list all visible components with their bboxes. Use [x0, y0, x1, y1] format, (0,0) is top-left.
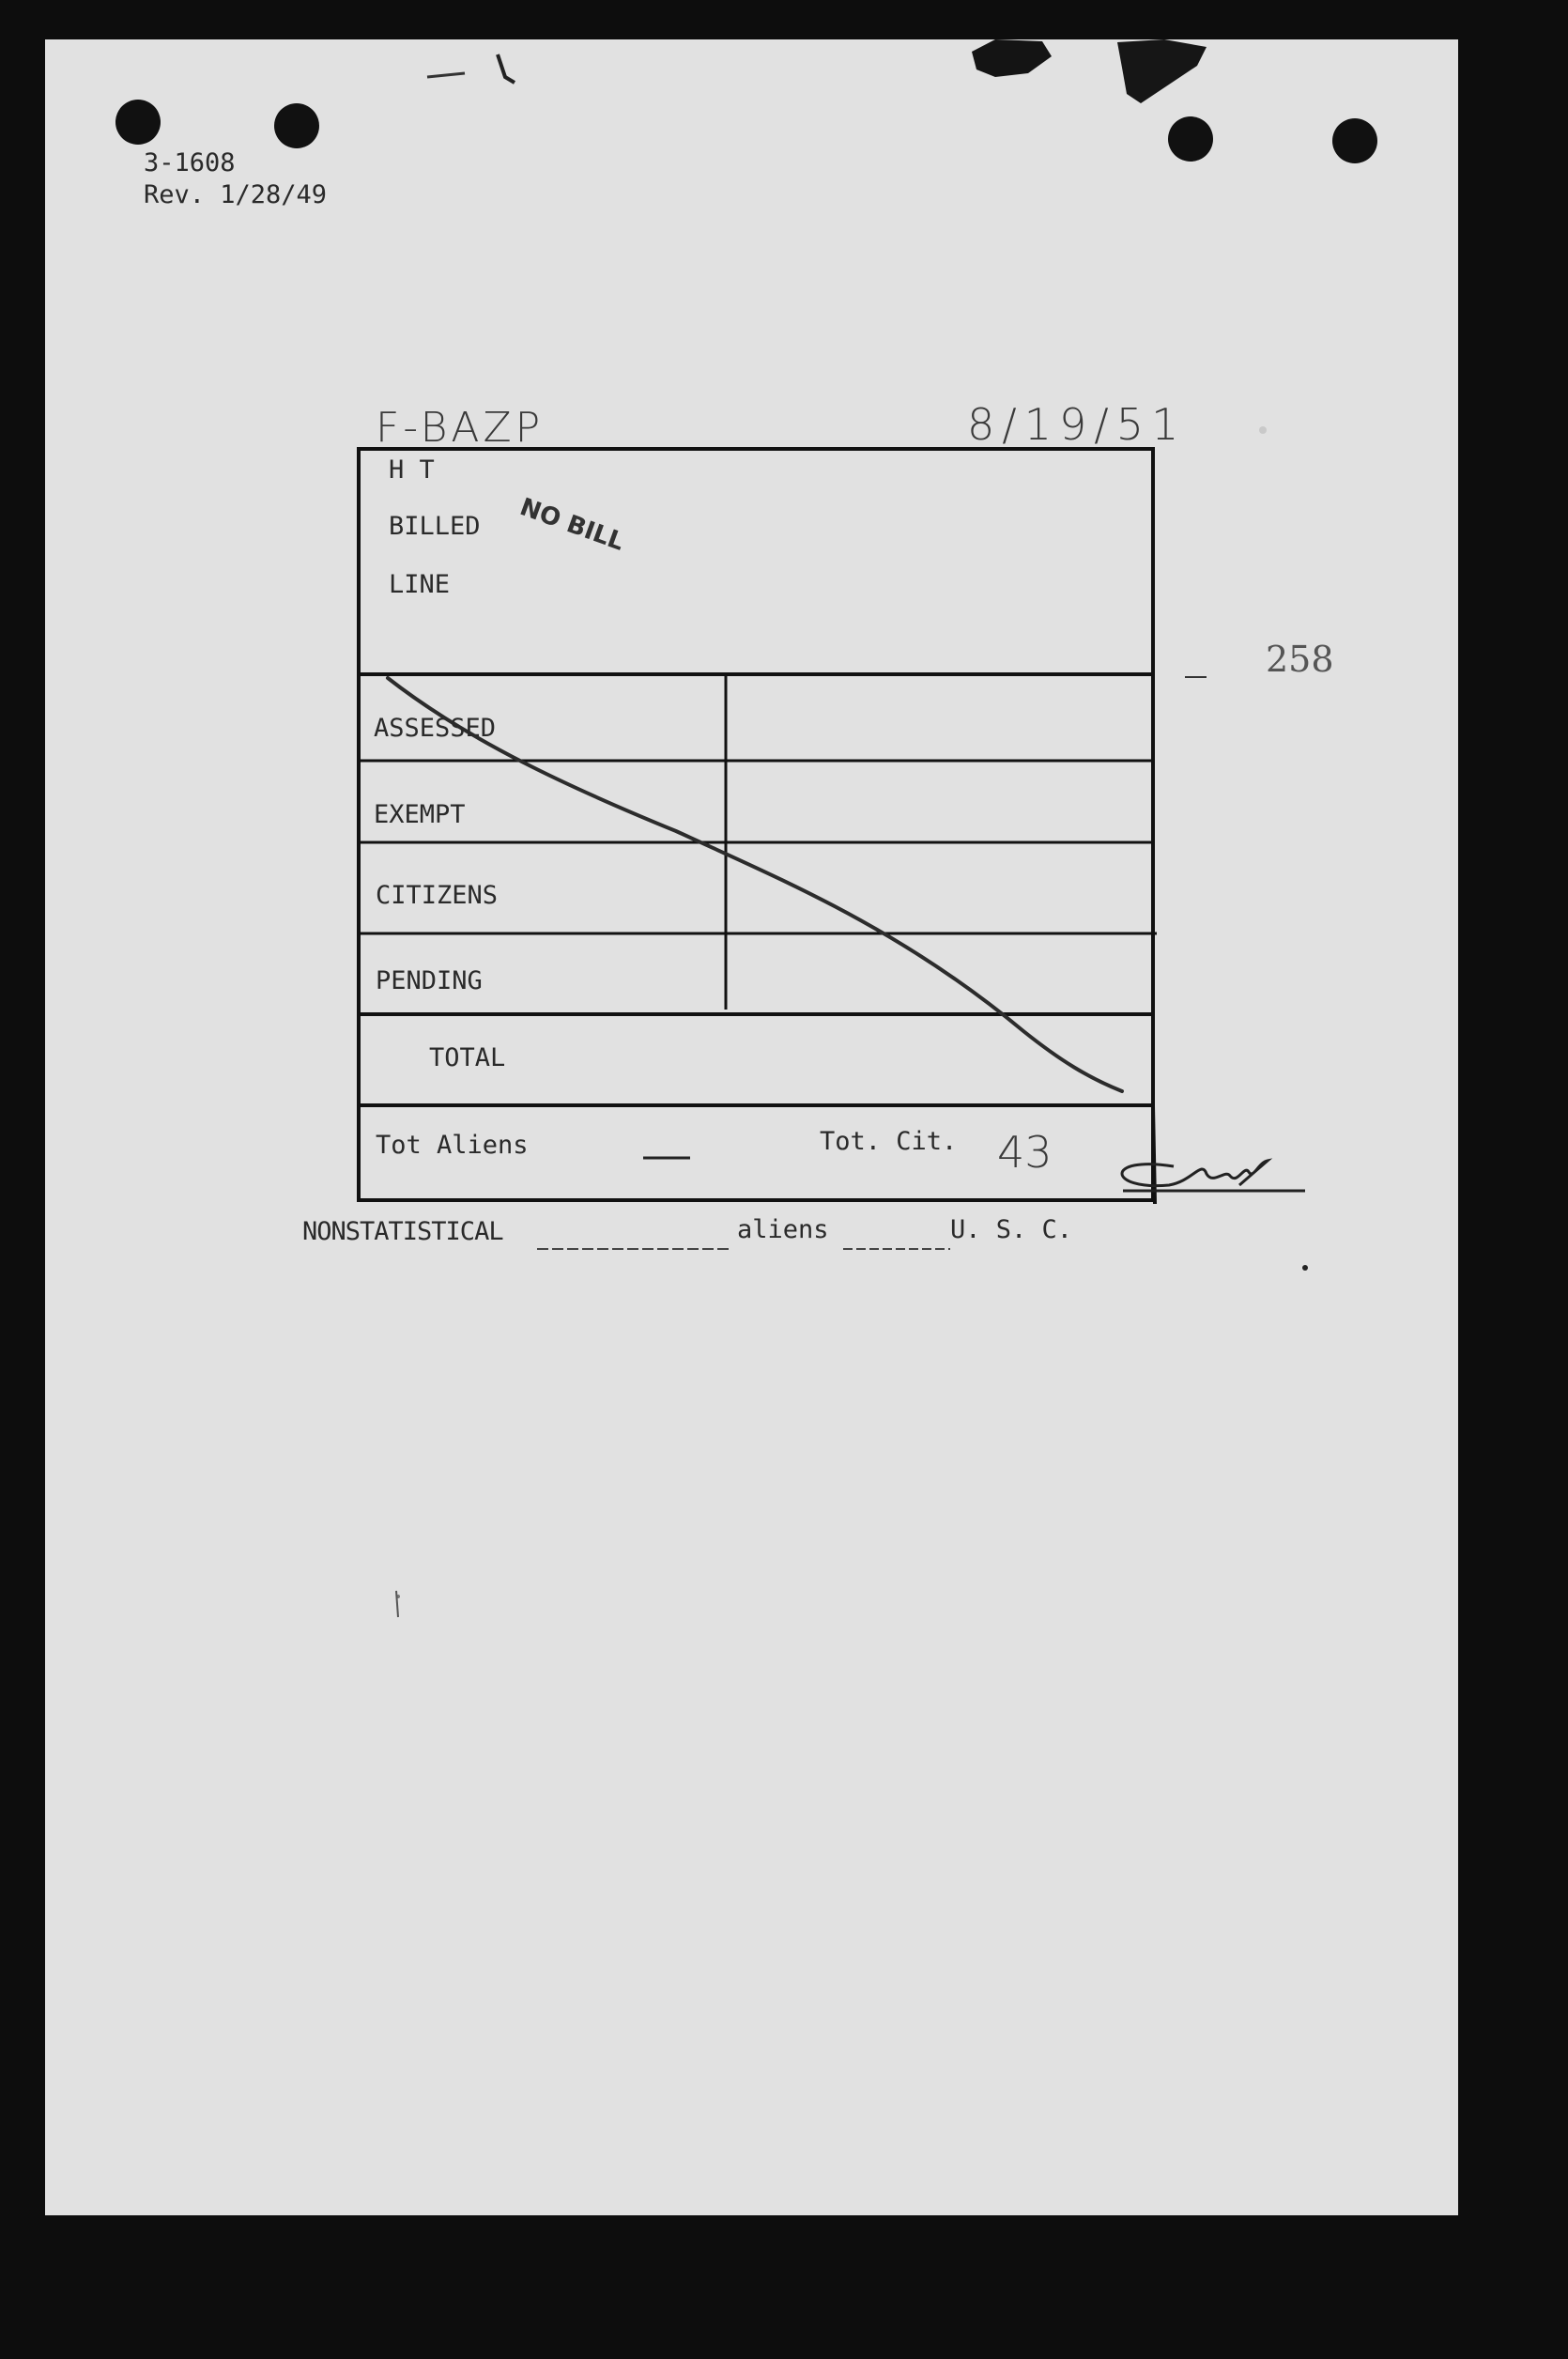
- footer-aliens-label: aliens: [737, 1215, 829, 1244]
- tot-cit-label: Tot. Cit.: [820, 1127, 958, 1156]
- pencil-mark: [498, 54, 515, 83]
- nonstatistical-label: NONSTATISTICAL: [302, 1217, 503, 1246]
- speck: [1259, 426, 1267, 434]
- tot-aliens-label: Tot Aliens: [376, 1131, 529, 1160]
- ink-stain: [972, 39, 1052, 77]
- row-label-assessed: ASSESSED: [374, 714, 497, 743]
- form-revision: Rev. 1/28/49: [144, 180, 328, 209]
- pencil-mark: [427, 73, 465, 77]
- form-number: 3-1608: [144, 148, 236, 177]
- punch-hole: [274, 103, 319, 148]
- punch-hole: [115, 100, 161, 145]
- header-line-billed: BILLED: [389, 512, 481, 541]
- header-line-line: LINE: [389, 570, 451, 599]
- table-extension: [1153, 1106, 1155, 1204]
- punch-hole: [1168, 116, 1213, 162]
- punch-hole: [1332, 118, 1377, 163]
- table-frame: [359, 449, 1153, 1200]
- total-label: TOTAL: [429, 1043, 506, 1072]
- handwritten-date: 8/19/51: [967, 399, 1187, 450]
- row-label-citizens: CITIZENS: [376, 881, 499, 910]
- speck: [1302, 1265, 1308, 1271]
- cancel-line: [388, 678, 1122, 1091]
- initials-signature: [1122, 1161, 1305, 1191]
- handwritten-aliens-dash: [0, 0, 1, 1]
- header-line-ht: H T: [389, 455, 435, 485]
- footer-usc-label: U. S. C.: [950, 1215, 1073, 1244]
- handwritten-code: F-BAZP: [376, 404, 545, 452]
- no-bill-stamp: NO BILL: [515, 493, 628, 557]
- row-label-pending: PENDING: [376, 966, 483, 995]
- handwritten-cit-count: 43: [997, 1127, 1053, 1178]
- row-label-exempt: EXEMPT: [374, 800, 466, 829]
- page-number: 258: [1266, 639, 1334, 680]
- ink-stain: [1117, 39, 1207, 103]
